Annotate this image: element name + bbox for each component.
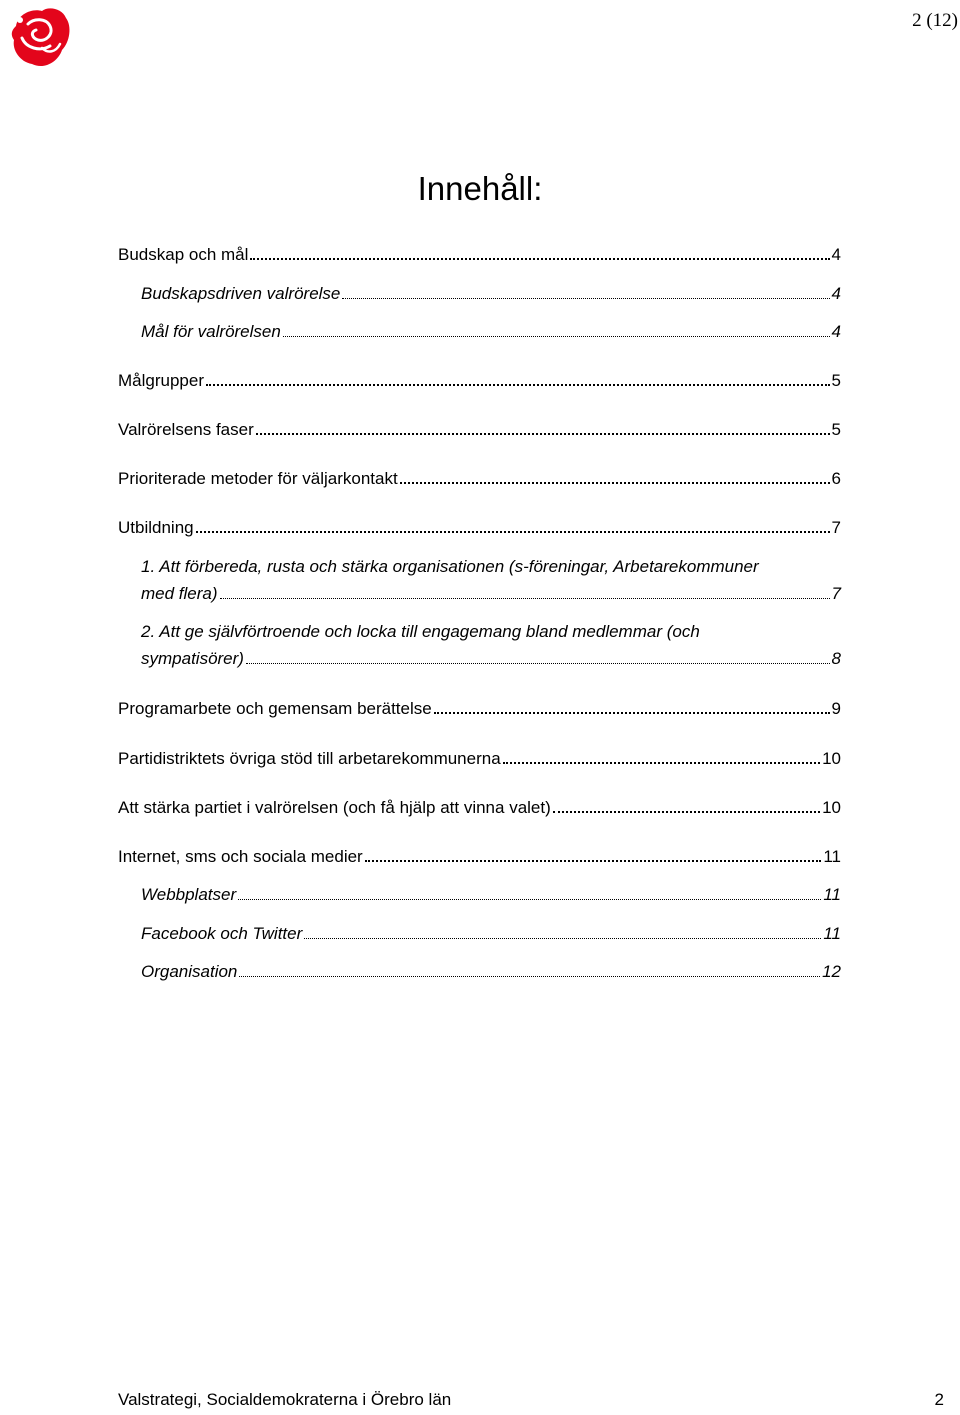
toc-entry-att-ge-sjalvfortroende[interactable]: 2. Att ge självförtroende och locka till engagemang bland medlemmar (och sympatisörer) 8 <box>141 622 841 668</box>
footer-text: Valstrategi, Socialdemokraterna i Örebro län <box>118 1390 452 1409</box>
toc-entry-valrorelsens-faser[interactable]: Valrörelsens faser 5 <box>118 420 841 439</box>
page-counter: 2 (12) <box>912 10 958 31</box>
toc-entry-internet-sms[interactable]: Internet, sms och sociala medier 11 <box>118 847 841 866</box>
toc-entry-att-forbereda[interactable]: 1. Att förbereda, rusta och stärka organisationen (s-föreningar, Arbetarekommuner med flera) 7 <box>141 557 841 603</box>
toc-entry-malgrupper[interactable]: Målgrupper 5 <box>118 371 841 390</box>
toc-entry-programarbete[interactable]: Programarbete och gemensam berättelse 9 <box>118 699 841 718</box>
toc-entry-webbplatser[interactable]: Webbplatser 11 <box>141 885 841 904</box>
toc-entry-utbildning[interactable]: Utbildning 7 <box>118 518 841 537</box>
toc-entry-budskapsdriven-valrorelse[interactable]: Budskapsdriven valrörelse 4 <box>141 284 841 303</box>
toc-title: Innehåll: <box>417 170 543 207</box>
rose-logo-icon <box>6 4 74 72</box>
toc-entry-organisation[interactable]: Organisation 12 <box>141 962 841 981</box>
toc-entry-mal-for-valrorelsen[interactable]: Mål för valrörelsen 4 <box>141 322 841 341</box>
toc-entry-facebook-twitter[interactable]: Facebook och Twitter 11 <box>141 924 841 943</box>
toc-entry-partidistriktets-stod[interactable]: Partidistriktets övriga stöd till arbetarekommunerna 10 <box>118 749 841 768</box>
footer-page-number: 2 <box>934 1390 944 1409</box>
toc-entry-att-starka-partiet[interactable]: Att stärka partiet i valrörelsen (och få hjälp att vinna valet) 10 <box>118 798 841 817</box>
toc-entry-prioriterade-metoder[interactable]: Prioriterade metoder för väljarkontakt 6 <box>118 469 841 488</box>
toc-entry-budskap-och-mal[interactable]: Budskap och mål 4 <box>118 245 841 264</box>
